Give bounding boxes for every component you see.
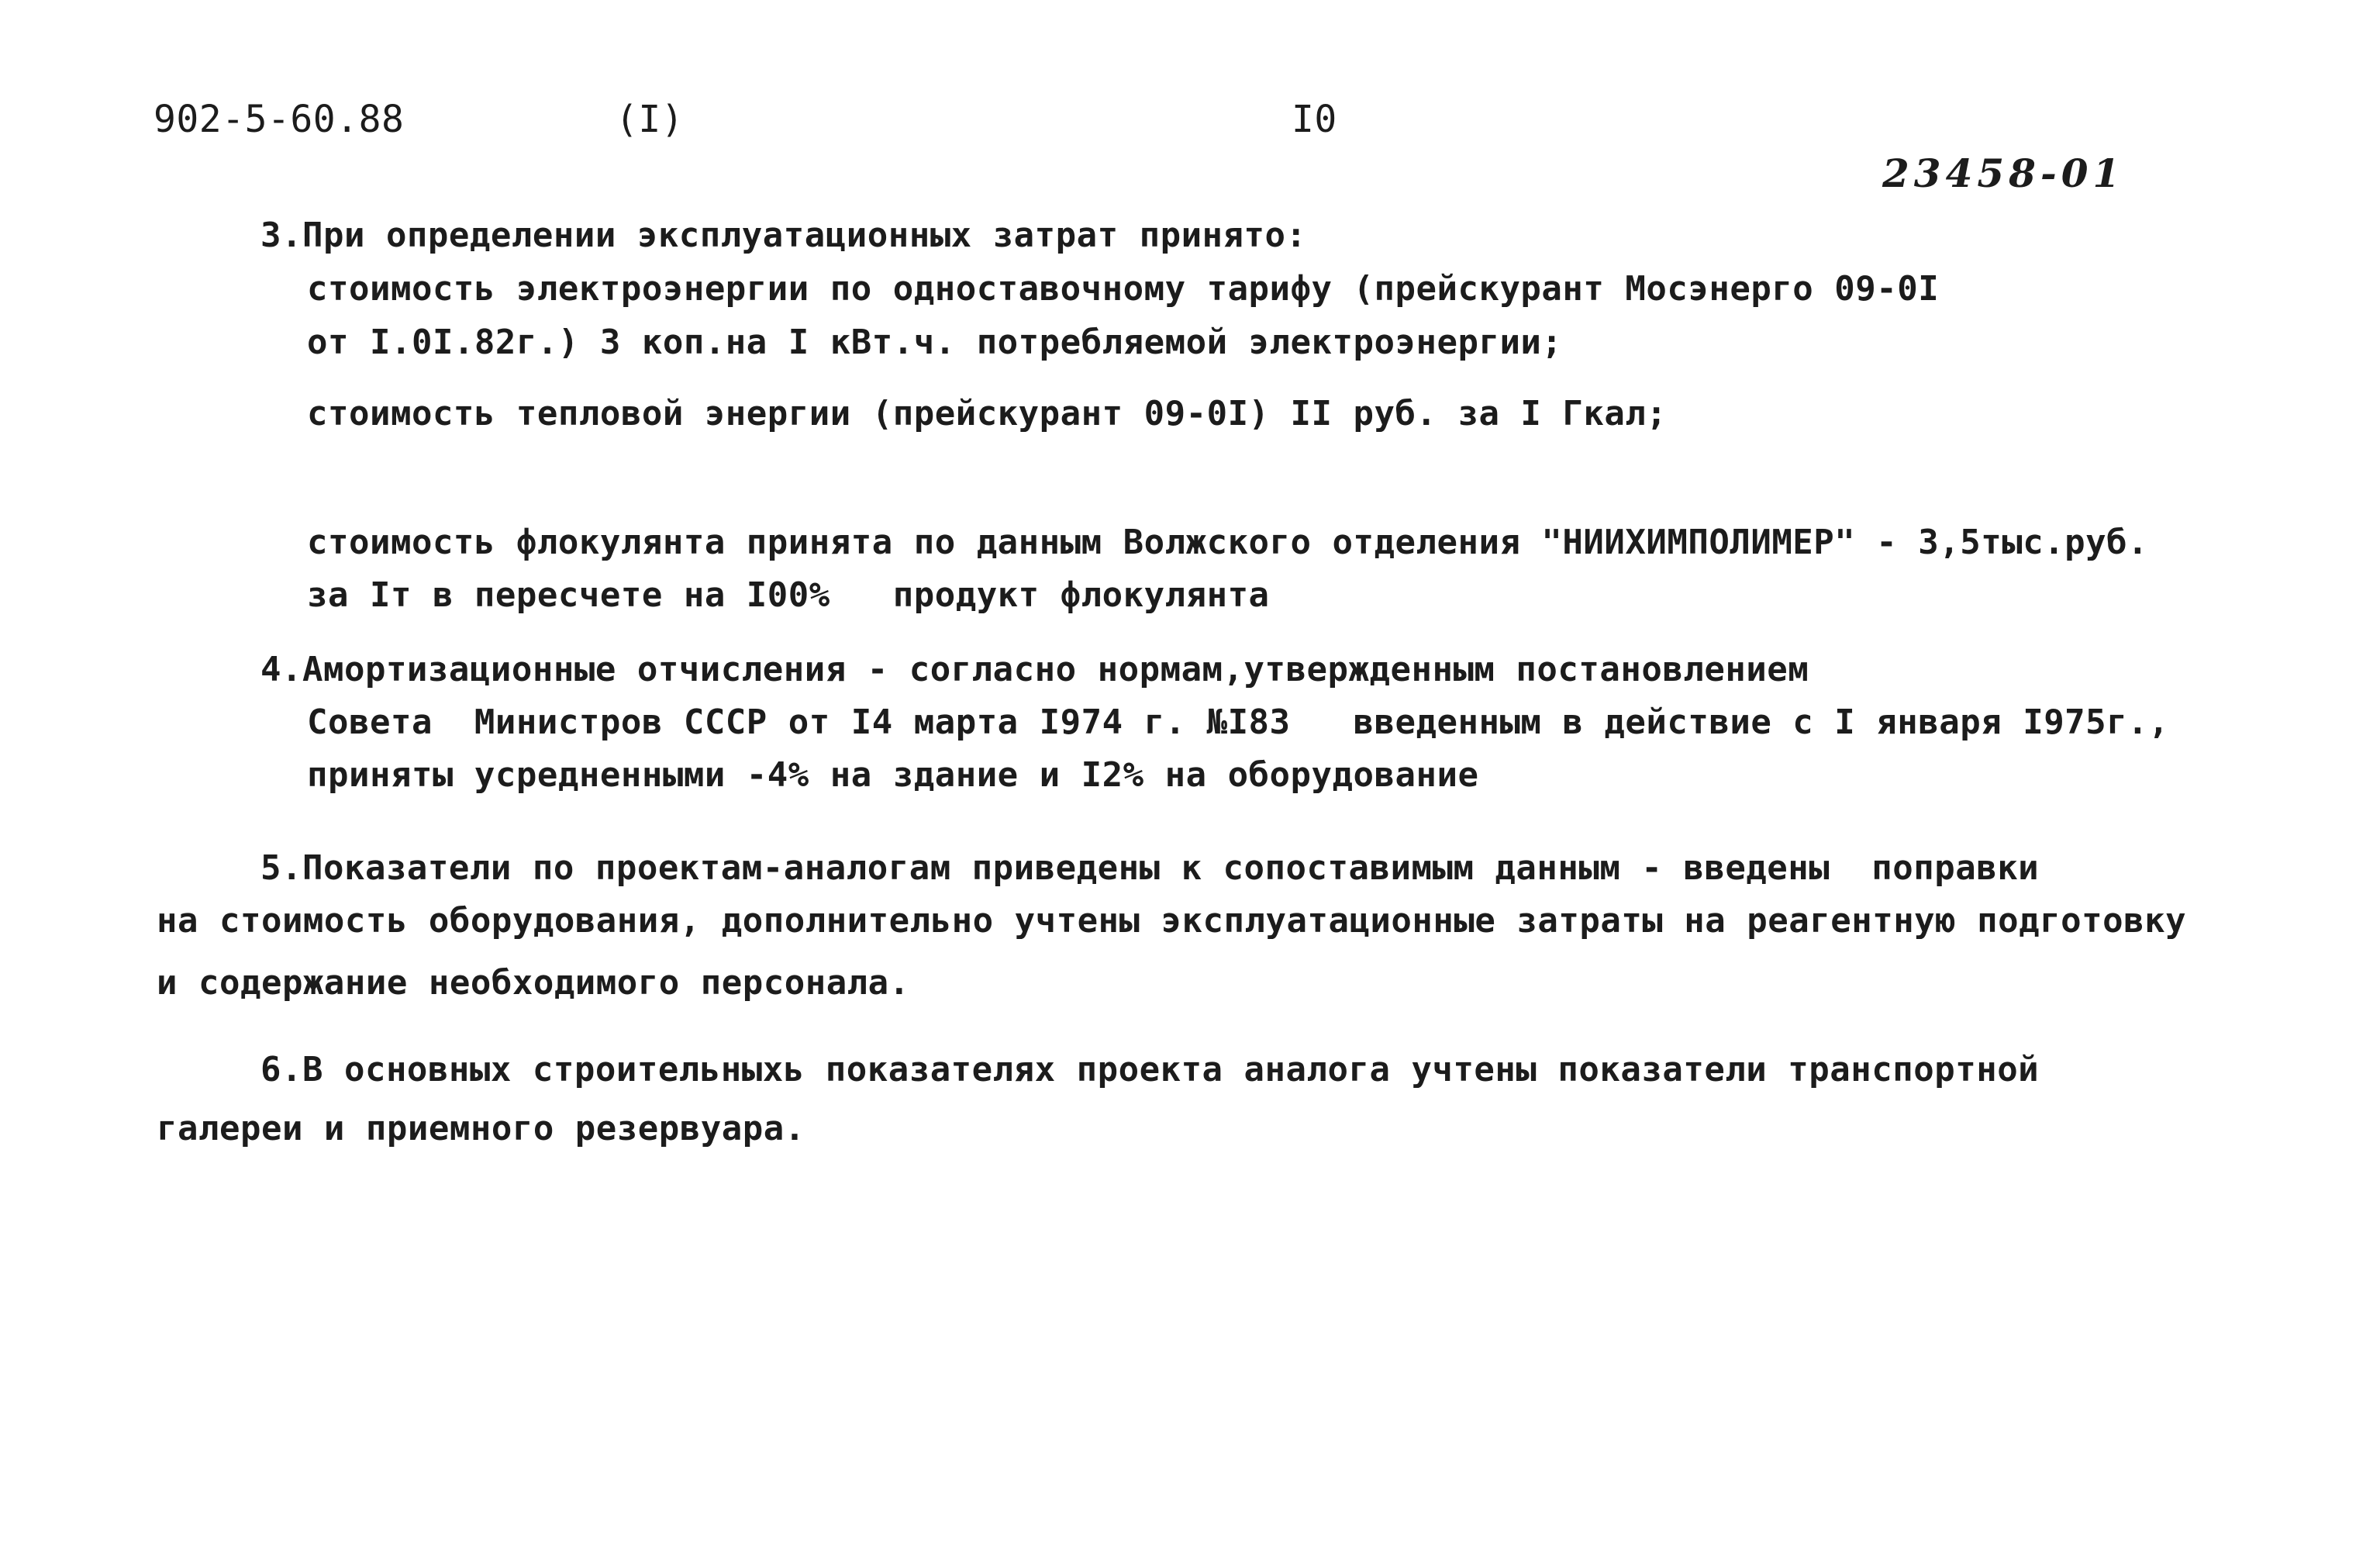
item-3-line-5: за Iт в пересчете на I00% продукт флокулянта <box>307 575 1270 615</box>
item-3-line-1: стоимость электроэнергии по одноставочному тарифу (прейскурант Мосэнерго 09-0I <box>307 269 1940 309</box>
document-code: 902-5-60.88 <box>153 98 405 141</box>
item-3-line-3: стоимость тепловой энергии (прейскурант 09-0I) II руб. за I Гкал; <box>307 394 1668 433</box>
item-4-line-2: приняты усредненными -4% на здание и I2% на оборудование <box>307 755 1479 795</box>
item-3-line-2: от I.0I.82г.) 3 коп.на I кВт.ч. потребляемой электроэнергии; <box>307 323 1563 362</box>
item-3-line-4: стоимость флокулянта принята по данным Волжского отделения "НИИХИМПОЛИМЕР" - 3,5тыс.руб. <box>307 523 2149 562</box>
item-6-line-1: галереи и приемного резервуара. <box>157 1109 805 1148</box>
document-part: (I) <box>616 98 685 141</box>
item-5-heading: 5.Показатели по проектам-аналогам приведены к сопоставимым данным - введены поправки <box>260 848 2040 888</box>
item-4-heading: 4.Амортизационные отчисления - согласно нормам,утвержденным постановлением <box>260 650 1809 689</box>
item-3-heading: 3.При определении эксплуатационных затрат принято: <box>260 216 1307 255</box>
item-6-heading: 6.В основных строительныхь показателях проекта аналога учтены показатели транспортной <box>260 1050 2040 1089</box>
item-5-line-2: и содержание необходимого персонала. <box>157 963 910 1003</box>
item-4-line-1: Совета Министров СССР от I4 марта I974 г. №I83 введенным в действие с I января I975г., <box>307 703 2170 742</box>
inventory-number-handwritten: 23458-01 <box>1882 150 2125 196</box>
page-number: I0 <box>1292 98 1337 141</box>
item-5-line-1: на стоимость оборудования, дополнительно учтены эксплуатационные затраты на реагентную подготовку <box>157 901 2187 941</box>
